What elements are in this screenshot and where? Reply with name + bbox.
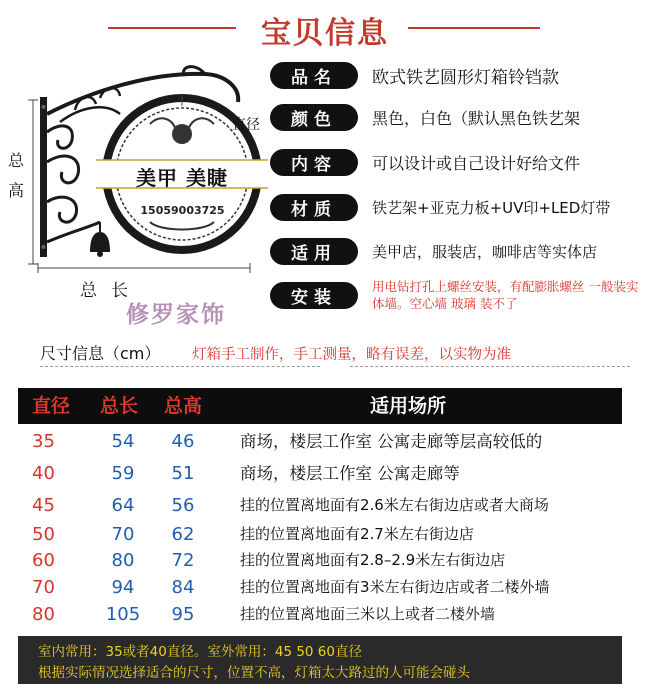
col-header-diameter: 直径 [32,395,71,417]
spec-value: 铁艺架+亚克力板+UV印+LED灯带 [372,198,611,217]
spec-label: 安装 [270,282,358,309]
spec-label: 内容 [270,149,358,176]
size-info-note: 灯箱手工制作，手工测量，略有误差，以实物为准 [192,347,511,363]
footer-note [18,636,622,684]
cell-usage: 挂的位置离地面有2.8–2.9米左右街边店 [240,551,506,569]
sign-text: 美甲 美睫 [136,166,228,190]
spec-label: 材质 [270,194,358,221]
footer-line-2: 根据实际情况选择适合的尺寸，位置不高，灯箱太大路过的人可能会碰头 [38,665,470,681]
sign-phone: 15059003725 [140,204,225,217]
cell-length: 105 [105,604,141,625]
height-label: 总高 [8,151,25,200]
cell-usage: 挂的位置离地面有3米左右街边店或者二楼外墙 [240,578,550,596]
spec-value: 可以设计或自己设计好给文件 [372,153,581,173]
spec-value: 欧式铁艺圆形灯箱铃铛款 [372,67,559,88]
spec-label: 颜色 [270,104,358,131]
spec-row-material [270,191,610,223]
cell-diameter: 45 [32,495,55,516]
cell-diameter: 35 [32,431,55,452]
cell-height: 56 [171,495,195,516]
diameter-label: 直径 [232,117,260,133]
footer-line-1: 室内常用：35或者40直径。室外常用：45 50 60直径 [38,644,362,660]
spec-row-name [270,59,559,91]
cell-usage: 挂的位置离地面有2.7米左右街边店 [240,525,474,543]
product-image [0,52,275,302]
cell-length: 80 [111,550,135,571]
cell-length: 54 [111,431,135,452]
cell-length: 70 [111,524,135,545]
col-header-length: 总长 [100,395,139,417]
spec-row-install [270,279,642,311]
divider [40,366,320,367]
cell-diameter: 40 [32,463,55,484]
cell-height: 72 [171,550,195,571]
cell-length: 59 [111,463,135,484]
cell-usage: 挂的位置离地面三米以上或者二楼外墙 [240,605,496,623]
cell-usage: 挂的位置离地面有2.6米左右街边店或者大商场 [240,496,549,514]
cell-diameter: 60 [32,550,55,571]
cell-diameter: 50 [32,524,55,545]
cell-diameter: 80 [32,604,55,625]
table-row [18,601,622,628]
table-row [18,574,622,601]
spec-value: 美甲店，服装店，咖啡店等实体店 [372,242,598,261]
spec-value: 用电钻打孔上螺丝安装，有配膨胀螺丝 一般装实体墙。空心墙 玻璃 装不了 [372,279,639,311]
cell-height: 46 [171,431,195,452]
table-row [18,492,622,519]
size-info-label: 尺寸信息（cm） [40,344,161,363]
spec-label: 品名 [270,62,358,89]
cell-height: 51 [171,463,195,484]
spec-label: 适用 [270,238,358,265]
cell-height: 95 [171,604,195,625]
brand-watermark: 修罗家饰 [126,302,226,328]
cell-usage: 商场，楼层工作室 公寓走廊等层高较低的 [240,432,543,451]
table-row [18,521,622,548]
col-header-height: 总高 [164,395,203,417]
col-header-usage: 适用场所 [370,395,447,417]
table-row [18,428,622,455]
cell-usage: 商场，楼层工作室 公寓走廊等 [240,464,460,483]
cell-height: 62 [171,524,195,545]
cell-diameter: 70 [32,577,55,598]
spec-row-color [270,101,580,133]
cell-length: 94 [111,577,135,598]
divider [350,366,630,367]
page-title: 宝贝信息 [261,16,389,51]
table-header [18,388,622,424]
length-label: 总长 [80,281,142,301]
cell-length: 64 [111,495,135,516]
spec-value: 黑色，白色（默认黑色铁艺架 [372,108,581,128]
table-row [18,547,622,574]
spec-row-content [270,146,580,178]
cell-height: 84 [171,577,195,598]
table-row [18,460,622,487]
spec-row-usage [270,235,597,267]
